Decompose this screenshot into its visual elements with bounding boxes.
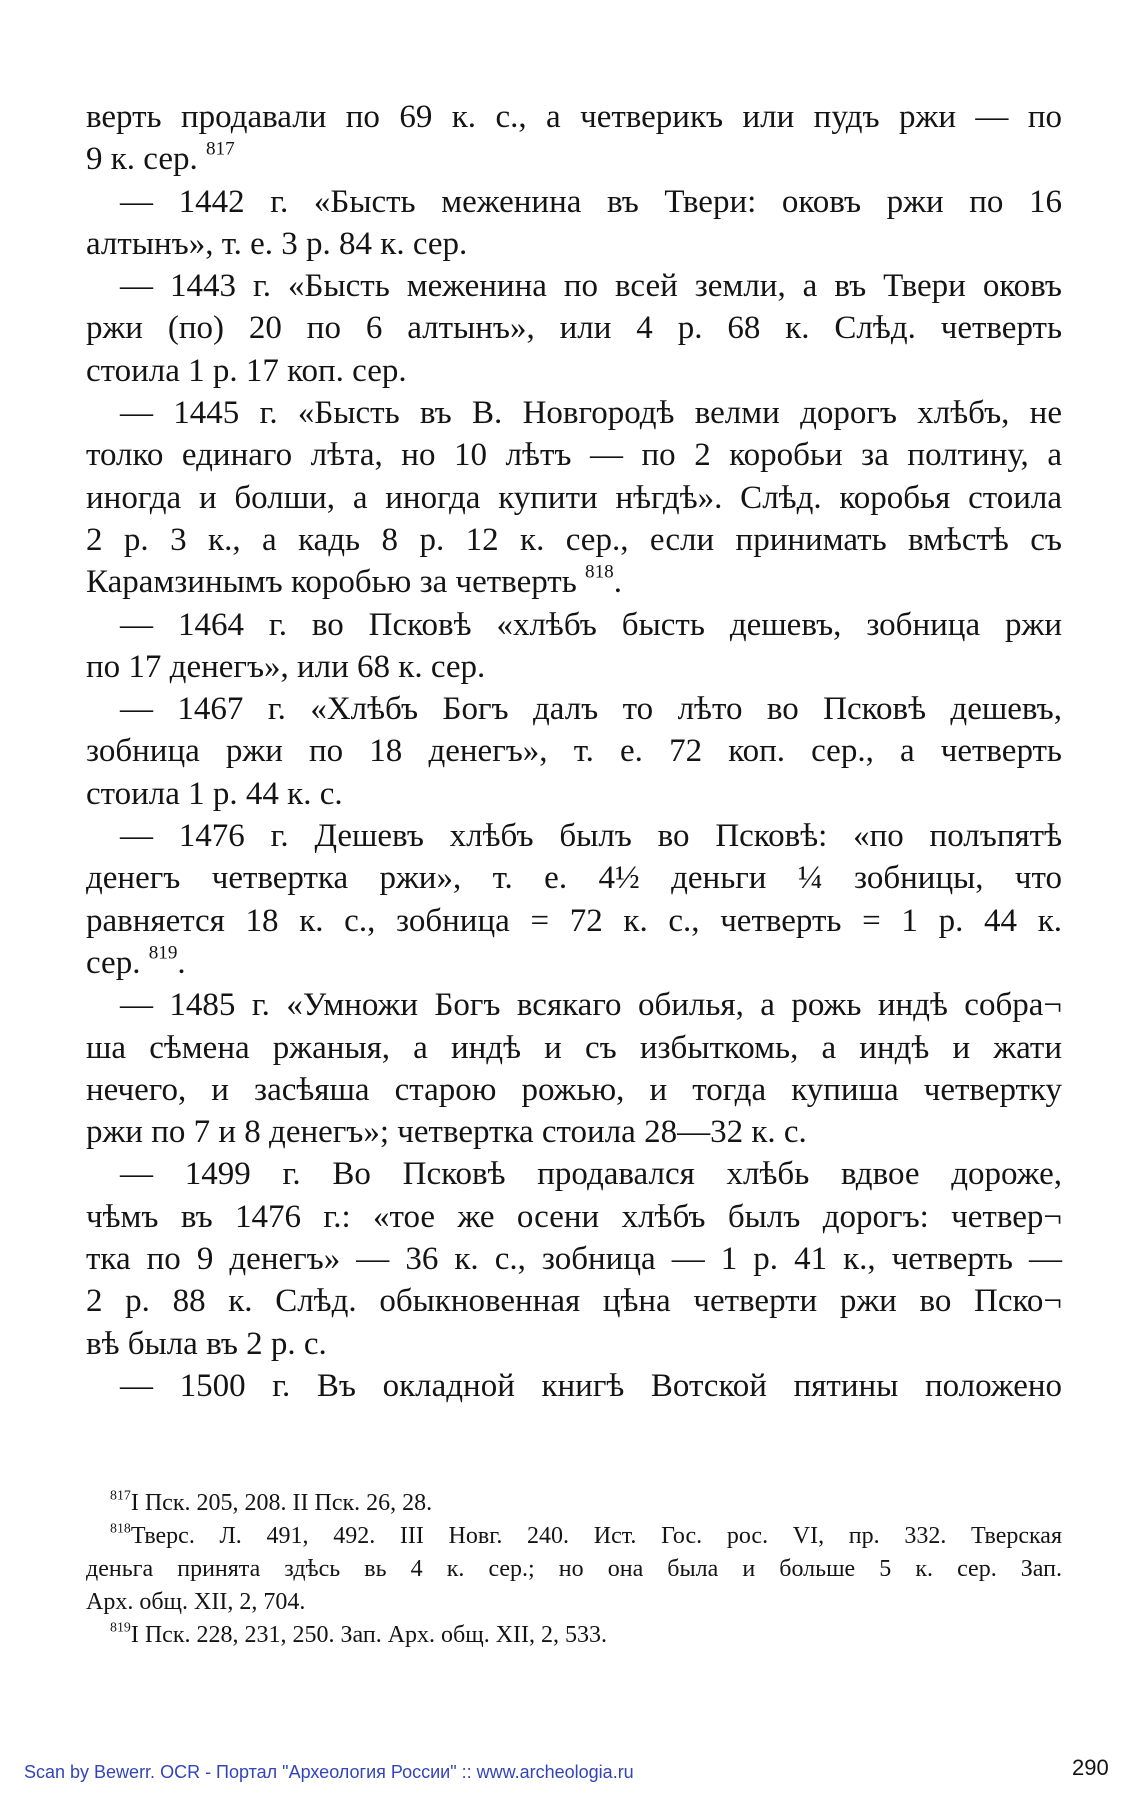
text-line-content: — 1442 г. «Бысть меженина въ Твери: оковъ ржи по 16: [120, 183, 1062, 220]
text-line-content: верть продавали по 69 к. с., а четверикъ или пудъ ржи — по: [86, 99, 1062, 135]
text-line: [86, 477, 1062, 519]
text-line-content: — 1500 г. Въ окладной книгѣ Вотской пятины положено: [120, 1367, 1062, 1404]
scan-credit[interactable]: Scan by Bewerr. OCR - Портал "Археология России" :: www.archeologia.ru: [24, 1762, 634, 1782]
text-line-content: — 1499 г. Во Псковѣ продавался хлѣбь вдвое дороже,: [120, 1156, 1062, 1193]
text-line-content: ша сѣмена ржаныя, а индѣ и съ избыткомь, а индѣ и жати: [86, 1029, 1062, 1066]
text-line: [86, 350, 1062, 392]
text-line: [86, 984, 1062, 1026]
text-line-content: — 1464 г. во Псковѣ «хлѣбъ бысть дешевъ, зобница ржи: [120, 606, 1062, 643]
footnote-line: [86, 1487, 1062, 1520]
text-line-content: ржи по 7 и 8 денегъ»; четвертка стоила 28—32 к. с.: [86, 1114, 807, 1151]
footnote-ref: 817: [205, 138, 235, 160]
text-line-content: — 1476 г. Дешевъ хлѣбъ былъ во Псковѣ: «по полъпятѣ: [120, 818, 1062, 855]
text-line-content: стоила 1 р. 44 к. с.: [86, 775, 343, 812]
footnote-number: 818: [110, 1521, 131, 1537]
text-line: [86, 265, 1062, 307]
text-line-content: зобница ржи по 18 денегъ», т. е. 72 коп. сер., а четверть: [86, 733, 1062, 770]
footnote-text: Арх. общ. XII, 2, 704.: [86, 1589, 306, 1615]
text-line-content: иногда и болши, а иногда купити нѣгдѣ». Слѣд. коробья стоила: [86, 479, 1062, 516]
footnote-text: Тверс. Л. 491, 492. III Новг. 240. Ист. Гос. рос. VI, пр. 332. Тверская: [130, 1523, 1062, 1549]
text-line: [86, 688, 1062, 730]
text-line: [86, 392, 1062, 434]
text-line-content: стоила 1 р. 17 коп. сер.: [86, 352, 407, 389]
text-line: [86, 646, 1062, 688]
text-line: [86, 857, 1062, 899]
footnote-ref: 818: [585, 561, 614, 583]
text-line: [86, 1280, 1062, 1322]
text-line-content: Карамзинымъ коробью за четверть: [86, 564, 577, 601]
text-line: [86, 223, 1062, 265]
main-text: [86, 96, 1062, 1407]
text-line: [86, 730, 1062, 772]
text-line-content: — 1445 г. «Бысть въ В. Новгородѣ велми дорогъ хлѣбъ, не: [120, 395, 1062, 432]
text-line-content: тка по 9 денегъ» — 36 к. с., зобница — 1 р. 41 к., четверть —: [86, 1241, 1062, 1278]
page-number: 290: [1072, 1755, 1109, 1780]
line-tail: .: [613, 564, 622, 601]
text-line: [86, 604, 1062, 646]
text-line-content: ржи (по) 20 по 6 алтынъ», или 4 р. 68 к. Слѣд. четверть: [86, 310, 1062, 347]
text-line-content: — 1485 г. «Умножи Богъ всякаго обилья, а рожь индѣ собра¬: [120, 987, 1062, 1024]
text-line: [86, 519, 1062, 561]
text-line: [86, 1323, 1062, 1365]
text-line: [86, 815, 1062, 857]
text-line: [86, 1111, 1062, 1153]
text-line-content: по 17 денегъ», или 68 к. сер.: [86, 648, 486, 685]
footnote-line: [86, 1520, 1062, 1553]
text-line-content: равняется 18 к. с., зобница = 72 к. с., четверть = 1 р. 44 к.: [86, 902, 1062, 939]
text-line: [86, 1069, 1062, 1111]
text-line-content: 2 р. 88 к. Слѣд. обыкновенная цѣна четверти ржи во Пско¬: [86, 1283, 1062, 1320]
text-line-content: нечего, и засѣяша старою рожью, и тогда купиша четвертку: [86, 1071, 1062, 1108]
footnote-text: деньга принята здѣсь вь 4 к. сер.; но она была и больше 5 к. сер. Зап.: [86, 1556, 1062, 1582]
footnote-ref: 819: [148, 942, 178, 964]
line-tail: .: [177, 944, 186, 981]
text-line-content: вѣ была въ 2 р. с.: [86, 1325, 327, 1362]
text-line: [86, 1027, 1062, 1069]
text-line-content: — 1443 г. «Бысть меженина по всей земли, а въ Твери оковъ: [120, 268, 1062, 305]
text-line: [86, 1365, 1062, 1407]
text-line: [86, 773, 1062, 815]
text-line: [86, 1153, 1062, 1195]
text-line-content: алтынъ», т. е. 3 р. 84 к. сер.: [86, 225, 468, 262]
text-line-content: 2 р. 3 к., а кадь 8 р. 12 к. сер., если принимать вмѣстѣ съ: [86, 521, 1062, 558]
footnote-line: [86, 1619, 1062, 1652]
text-line-content: денегъ четвертка ржи», т. е. 4½ деньги ¼ зобницы, что: [86, 860, 1062, 897]
footnote-number: 817: [110, 1488, 131, 1504]
text-line: [86, 96, 1062, 138]
text-line: [86, 561, 1062, 603]
text-line: [86, 181, 1062, 223]
text-line-content: 9 к. сер.: [86, 141, 198, 178]
text-line: [86, 307, 1062, 349]
text-line-content: чѣмъ въ 1476 г.: «тое же осени хлѣбъ былъ дорогъ: четвер¬: [86, 1198, 1062, 1235]
text-line: [86, 138, 1062, 180]
footnote-text: I Пск. 228, 231, 250. Зап. Арх. общ. XII, 2, 533.: [130, 1622, 608, 1648]
text-line-content: толко единаго лѣта, но 10 лѣтъ — по 2 коробьи за полтину, а: [86, 437, 1062, 474]
text-line: [86, 434, 1062, 476]
footnote-line: [86, 1553, 1062, 1586]
footnote-text: I Пск. 205, 208. II Пск. 26, 28.: [130, 1490, 433, 1516]
footnote-line: [86, 1586, 1062, 1619]
text-line: [86, 1196, 1062, 1238]
footnote-number: 819: [110, 1620, 131, 1636]
footnotes: [86, 1487, 1062, 1652]
text-line-content: сер.: [86, 944, 141, 981]
text-line: [86, 942, 1062, 984]
text-line: [86, 900, 1062, 942]
text-line-content: — 1467 г. «Хлѣбъ Богъ далъ то лѣто во Псковѣ дешевъ,: [120, 691, 1062, 728]
text-line: [86, 1238, 1062, 1280]
